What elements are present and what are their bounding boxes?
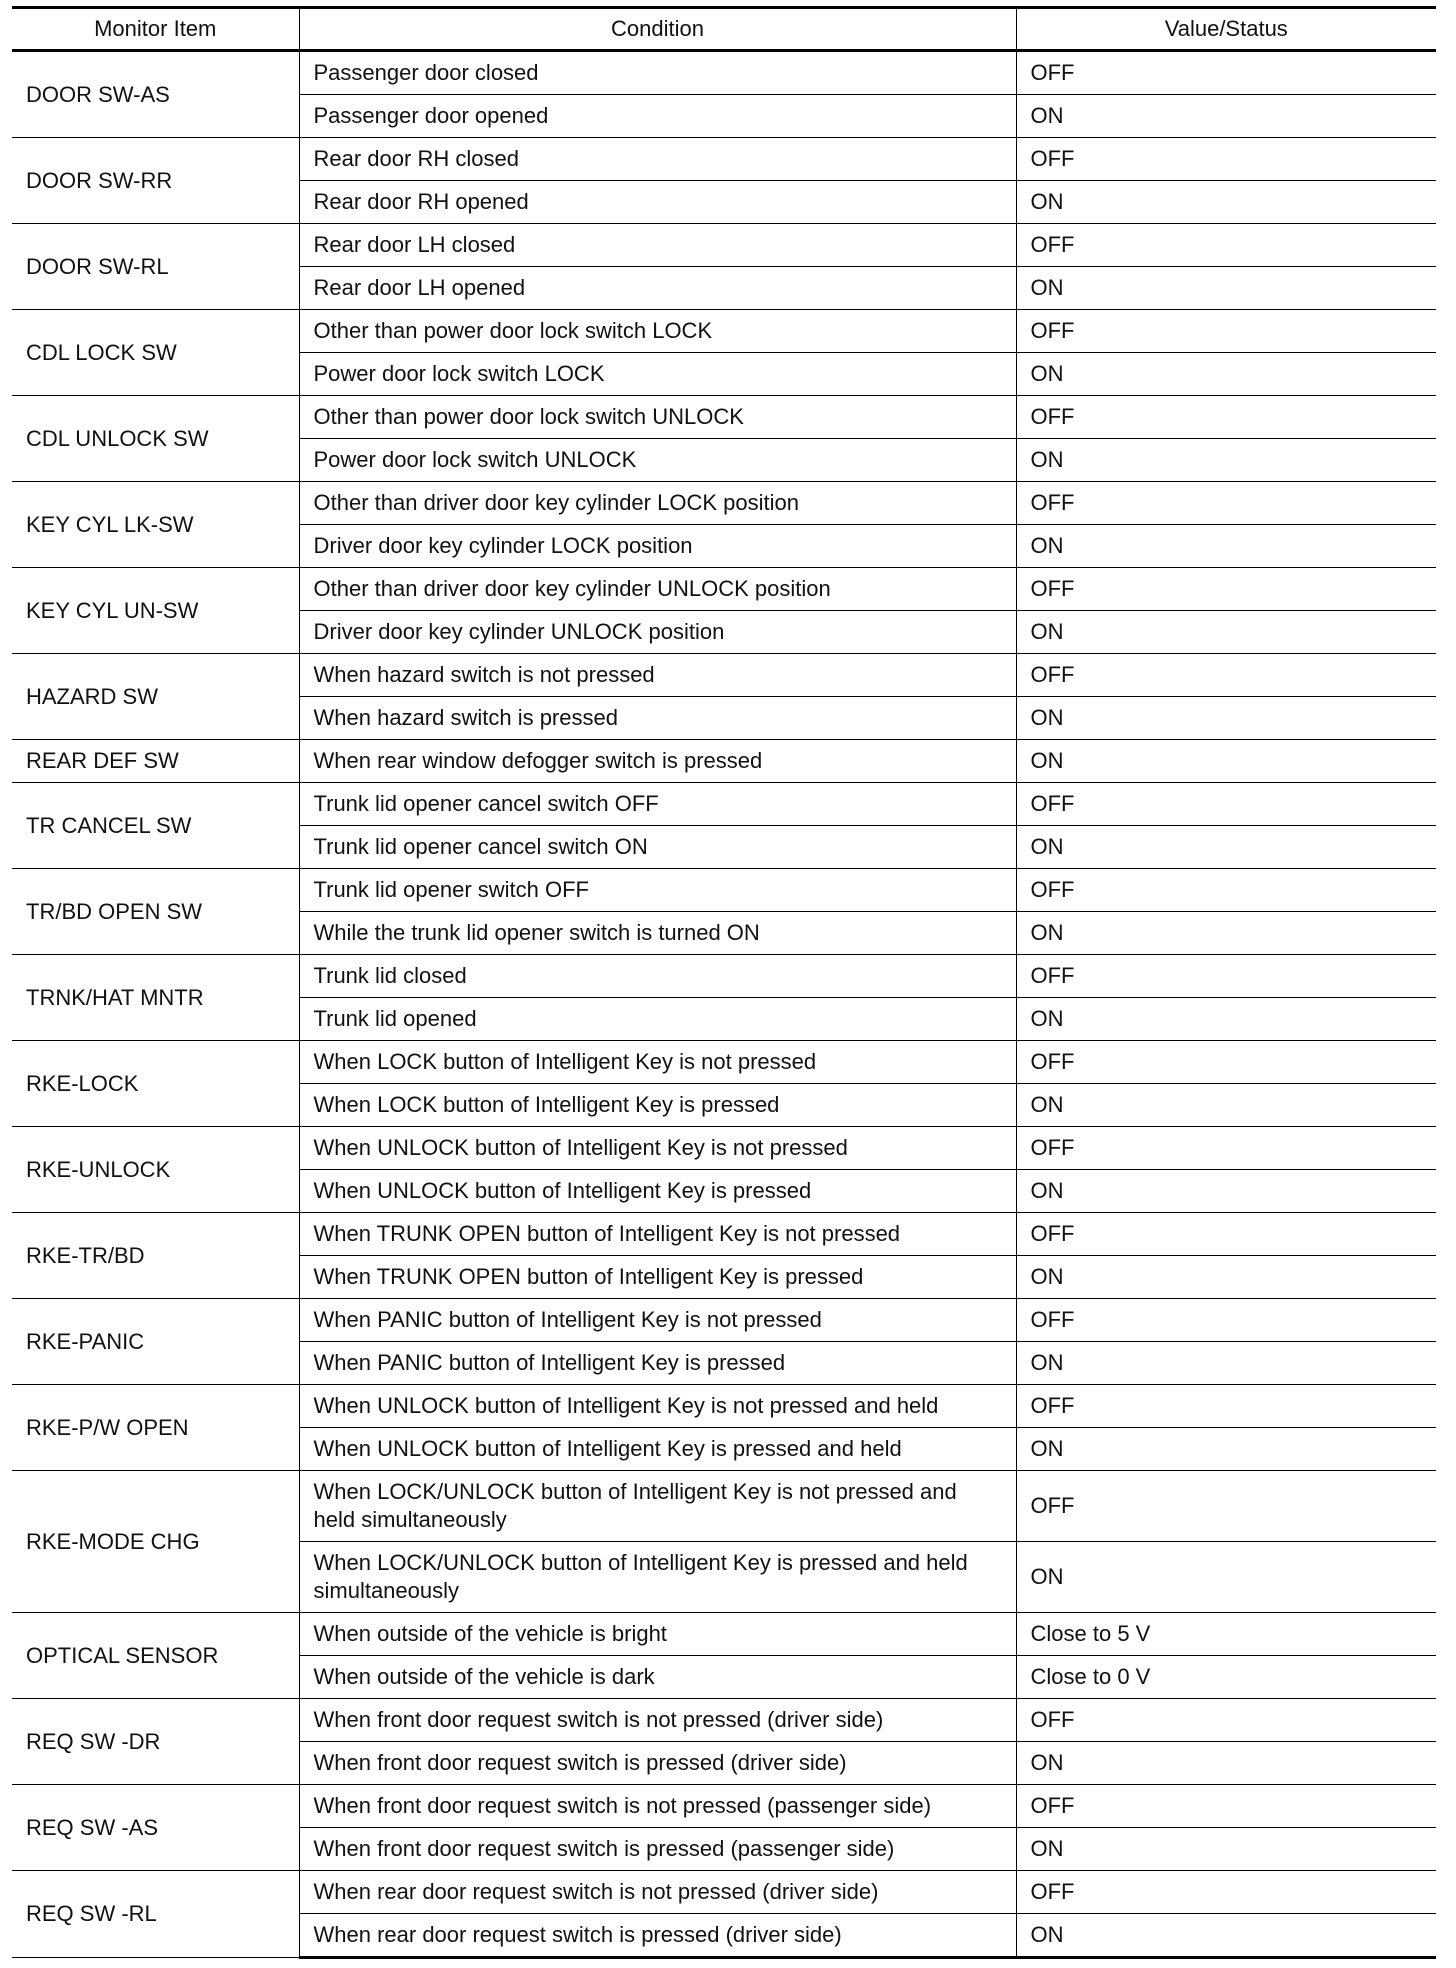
table-body <box>12 51 1436 1958</box>
table-row <box>12 396 1436 439</box>
monitor-item-cell: TRNK/HAT MNTR <box>12 955 299 1041</box>
condition-cell: Other than power door lock switch UNLOCK <box>299 396 1016 439</box>
table-row <box>12 955 1436 998</box>
monitor-item-cell: KEY CYL LK-SW <box>12 482 299 568</box>
value-status-cell: ON <box>1016 353 1436 396</box>
table-row <box>12 51 1436 95</box>
value-status-cell: OFF <box>1016 1471 1436 1542</box>
condition-cell: When hazard switch is pressed <box>299 697 1016 740</box>
value-status-cell: ON <box>1016 740 1436 783</box>
condition-cell: When outside of the vehicle is dark <box>299 1656 1016 1699</box>
condition-cell: When TRUNK OPEN button of Intelligent Key is not pressed <box>299 1213 1016 1256</box>
value-status-cell: OFF <box>1016 1299 1436 1342</box>
condition-cell: When outside of the vehicle is bright <box>299 1613 1016 1656</box>
table-row <box>12 1613 1436 1656</box>
table-row <box>12 138 1436 181</box>
header-condition: Condition <box>299 8 1016 51</box>
table-row <box>12 869 1436 912</box>
condition-cell: Power door lock switch LOCK <box>299 353 1016 396</box>
value-status-cell: ON <box>1016 95 1436 138</box>
monitor-item-cell: CDL UNLOCK SW <box>12 396 299 482</box>
condition-cell: Other than driver door key cylinder UNLOCK position <box>299 568 1016 611</box>
monitor-item-cell: REQ SW -AS <box>12 1785 299 1871</box>
value-status-cell: Close to 5 V <box>1016 1613 1436 1656</box>
monitor-item-cell: RKE-LOCK <box>12 1041 299 1127</box>
value-status-cell: OFF <box>1016 396 1436 439</box>
table-row <box>12 1699 1436 1742</box>
value-status-cell: ON <box>1016 1914 1436 1958</box>
value-status-cell: OFF <box>1016 482 1436 525</box>
monitor-item-cell: REQ SW -RL <box>12 1871 299 1958</box>
monitor-item-cell: REQ SW -DR <box>12 1699 299 1785</box>
monitor-table-container <box>12 6 1436 1959</box>
table-row <box>12 1127 1436 1170</box>
condition-cell: Other than driver door key cylinder LOCK position <box>299 482 1016 525</box>
monitor-item-cell: RKE-UNLOCK <box>12 1127 299 1213</box>
value-status-cell: OFF <box>1016 1213 1436 1256</box>
condition-cell: When front door request switch is pressed (passenger side) <box>299 1828 1016 1871</box>
condition-cell: When LOCK/UNLOCK button of Intelligent Key is pressed and held simultaneously <box>299 1542 1016 1613</box>
value-status-cell: OFF <box>1016 869 1436 912</box>
value-status-cell: OFF <box>1016 1385 1436 1428</box>
value-status-cell: ON <box>1016 439 1436 482</box>
condition-cell: When LOCK button of Intelligent Key is pressed <box>299 1084 1016 1127</box>
condition-cell: Trunk lid opener cancel switch OFF <box>299 783 1016 826</box>
monitor-item-table <box>12 6 1436 1959</box>
monitor-item-cell: RKE-TR/BD <box>12 1213 299 1299</box>
table-row <box>12 1299 1436 1342</box>
table-row <box>12 783 1436 826</box>
condition-cell: Passenger door opened <box>299 95 1016 138</box>
value-status-cell: OFF <box>1016 568 1436 611</box>
condition-cell: When rear window defogger switch is pressed <box>299 740 1016 783</box>
monitor-item-cell: DOOR SW-AS <box>12 51 299 138</box>
value-status-cell: ON <box>1016 181 1436 224</box>
condition-cell: When front door request switch is not pressed (driver side) <box>299 1699 1016 1742</box>
condition-cell: When LOCK button of Intelligent Key is not pressed <box>299 1041 1016 1084</box>
value-status-cell: OFF <box>1016 1871 1436 1914</box>
table-row <box>12 310 1436 353</box>
monitor-item-cell: RKE-P/W OPEN <box>12 1385 299 1471</box>
value-status-cell: ON <box>1016 826 1436 869</box>
value-status-cell: ON <box>1016 1828 1436 1871</box>
condition-cell: Trunk lid closed <box>299 955 1016 998</box>
table-row <box>12 1213 1436 1256</box>
value-status-cell: OFF <box>1016 1041 1436 1084</box>
monitor-item-cell: RKE-MODE CHG <box>12 1471 299 1613</box>
condition-cell: Trunk lid opener cancel switch ON <box>299 826 1016 869</box>
value-status-cell: ON <box>1016 1256 1436 1299</box>
monitor-item-cell: RKE-PANIC <box>12 1299 299 1385</box>
condition-cell: Power door lock switch UNLOCK <box>299 439 1016 482</box>
condition-cell: When front door request switch is pressed (driver side) <box>299 1742 1016 1785</box>
condition-cell: When rear door request switch is pressed (driver side) <box>299 1914 1016 1958</box>
header-value-status: Value/Status <box>1016 8 1436 51</box>
value-status-cell: ON <box>1016 525 1436 568</box>
condition-cell: Driver door key cylinder LOCK position <box>299 525 1016 568</box>
value-status-cell: ON <box>1016 1742 1436 1785</box>
monitor-item-cell: TR CANCEL SW <box>12 783 299 869</box>
monitor-item-cell: CDL LOCK SW <box>12 310 299 396</box>
value-status-cell: OFF <box>1016 138 1436 181</box>
table-row <box>12 482 1436 525</box>
value-status-cell: OFF <box>1016 310 1436 353</box>
condition-cell: Rear door RH closed <box>299 138 1016 181</box>
value-status-cell: ON <box>1016 267 1436 310</box>
monitor-item-cell: DOOR SW-RL <box>12 224 299 310</box>
condition-cell: While the trunk lid opener switch is turned ON <box>299 912 1016 955</box>
value-status-cell: OFF <box>1016 955 1436 998</box>
value-status-cell: ON <box>1016 1170 1436 1213</box>
condition-cell: Passenger door closed <box>299 51 1016 95</box>
condition-cell: When UNLOCK button of Intelligent Key is not pressed <box>299 1127 1016 1170</box>
header-monitor-item: Monitor Item <box>12 8 299 51</box>
condition-cell: When front door request switch is not pressed (passenger side) <box>299 1785 1016 1828</box>
value-status-cell: OFF <box>1016 654 1436 697</box>
condition-cell: When PANIC button of Intelligent Key is pressed <box>299 1342 1016 1385</box>
condition-cell: When LOCK/UNLOCK button of Intelligent Key is not pressed and held simultaneously <box>299 1471 1016 1542</box>
monitor-item-cell: HAZARD SW <box>12 654 299 740</box>
monitor-item-cell: REAR DEF SW <box>12 740 299 783</box>
condition-cell: When UNLOCK button of Intelligent Key is not pressed and held <box>299 1385 1016 1428</box>
table-row <box>12 1785 1436 1828</box>
table-row <box>12 224 1436 267</box>
value-status-cell: ON <box>1016 912 1436 955</box>
monitor-item-cell: KEY CYL UN-SW <box>12 568 299 654</box>
header-row <box>12 8 1436 51</box>
value-status-cell: OFF <box>1016 1785 1436 1828</box>
monitor-item-cell: OPTICAL SENSOR <box>12 1613 299 1699</box>
condition-cell: When hazard switch is not pressed <box>299 654 1016 697</box>
value-status-cell: ON <box>1016 1542 1436 1613</box>
condition-cell: Rear door LH opened <box>299 267 1016 310</box>
value-status-cell: ON <box>1016 611 1436 654</box>
value-status-cell: OFF <box>1016 1127 1436 1170</box>
table-row <box>12 654 1436 697</box>
value-status-cell: ON <box>1016 998 1436 1041</box>
condition-cell: Other than power door lock switch LOCK <box>299 310 1016 353</box>
table-row <box>12 1385 1436 1428</box>
table-row <box>12 1471 1436 1542</box>
condition-cell: Trunk lid opener switch OFF <box>299 869 1016 912</box>
condition-cell: When PANIC button of Intelligent Key is not pressed <box>299 1299 1016 1342</box>
condition-cell: Driver door key cylinder UNLOCK position <box>299 611 1016 654</box>
condition-cell: When UNLOCK button of Intelligent Key is pressed and held <box>299 1428 1016 1471</box>
table-row <box>12 1871 1436 1914</box>
value-status-cell: Close to 0 V <box>1016 1656 1436 1699</box>
condition-cell: When UNLOCK button of Intelligent Key is pressed <box>299 1170 1016 1213</box>
condition-cell: Trunk lid opened <box>299 998 1016 1041</box>
value-status-cell: ON <box>1016 1428 1436 1471</box>
value-status-cell: OFF <box>1016 783 1436 826</box>
table-row <box>12 740 1436 783</box>
value-status-cell: ON <box>1016 697 1436 740</box>
value-status-cell: OFF <box>1016 224 1436 267</box>
monitor-item-cell: DOOR SW-RR <box>12 138 299 224</box>
value-status-cell: OFF <box>1016 1699 1436 1742</box>
condition-cell: When TRUNK OPEN button of Intelligent Key is pressed <box>299 1256 1016 1299</box>
value-status-cell: ON <box>1016 1342 1436 1385</box>
monitor-item-cell: TR/BD OPEN SW <box>12 869 299 955</box>
condition-cell: When rear door request switch is not pressed (driver side) <box>299 1871 1016 1914</box>
value-status-cell: ON <box>1016 1084 1436 1127</box>
table-row <box>12 1041 1436 1084</box>
value-status-cell: OFF <box>1016 51 1436 95</box>
condition-cell: Rear door LH closed <box>299 224 1016 267</box>
condition-cell: Rear door RH opened <box>299 181 1016 224</box>
table-row <box>12 568 1436 611</box>
table-header <box>12 8 1436 51</box>
